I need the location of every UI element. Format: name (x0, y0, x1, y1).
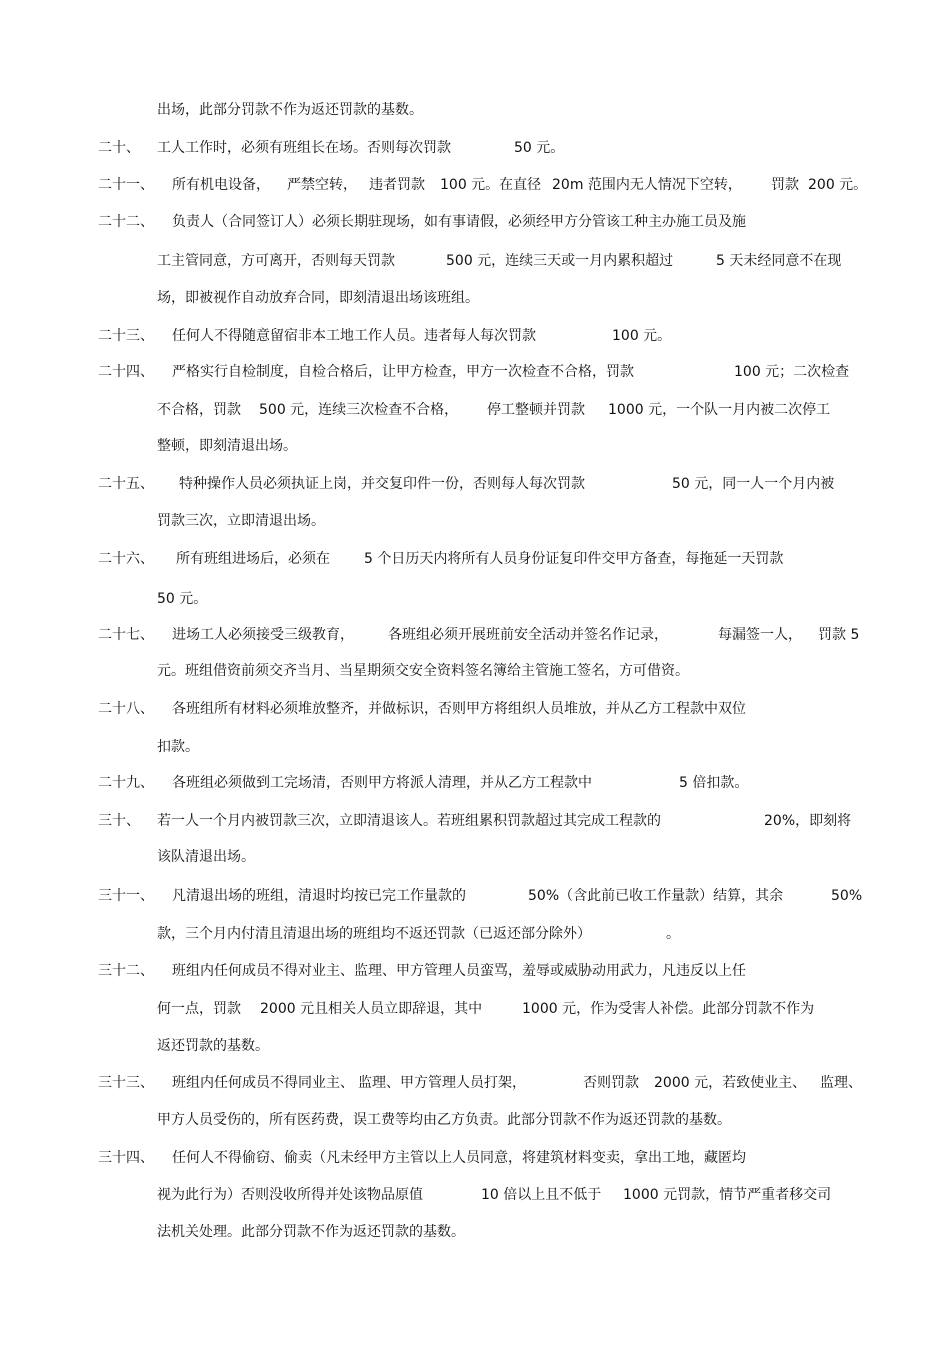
text-line: 200 元。 (808, 177, 868, 193)
text-line: 2000 元且相关人员立即辞退，其中 (260, 1001, 483, 1017)
text-line: 20%，即刻将 (764, 813, 852, 829)
text-line: 工人工作时，必须有班组长在场。否则每次罚款 (157, 140, 451, 156)
item-number: 二十一、 (98, 177, 154, 193)
item-number: 三十一、 (98, 888, 154, 904)
text-line: 5 倍扣款。 (679, 775, 749, 791)
item-number: 二十五、 (98, 476, 154, 492)
text-line: 若一人一个月内被罚款三次，立即清退该人。若班组累积罚款超过其完成工程款的 (157, 813, 661, 829)
text-line: 50 元。 (514, 140, 565, 156)
text-line: 50%（含此前已收工作量款）结算，其余 (528, 888, 784, 904)
item-number: 二十四、 (98, 364, 154, 380)
text-line: 各班组必须开展班前安全活动并签名作记录， (388, 627, 668, 643)
text-line: 任何人不得随意留宿非本工地工作人员。违者每人每次罚款 (172, 328, 536, 344)
text-line: 500 元，连续三天或一月内累积超过 (446, 253, 674, 269)
text-line: 负责人（合同签订人）必须长期驻现场，如有事请假，必须经甲方分管该工种主办施工员及施 (172, 214, 746, 230)
text-line: 5 个日历天内将所有人员身份证复印件交甲方备查，每拖延一天罚款 (364, 551, 784, 567)
text-line: 甲方人员受伤的，所有医药费，误工费等均由乙方负责。此部分罚款不作为返还罚款的基数。 (157, 1112, 731, 1128)
text-line: 各班组必须做到工完场清，否则甲方将派人清理，并从乙方工程款中 (172, 775, 592, 791)
text-line: 严禁空转， (287, 177, 357, 193)
text-line: 进场工人必须接受三级教育， (172, 627, 354, 643)
item-number: 二十七、 (98, 627, 154, 643)
text-line: 100 元。 (612, 328, 672, 344)
text-line: 视为此行为）否则没收所得并处该物品原值 (157, 1187, 423, 1203)
text-line: 。 (666, 926, 680, 942)
text-line: 否则罚款 (583, 1075, 639, 1091)
text-line: 10 倍以上且不低于 (481, 1187, 602, 1203)
text-line: 班组内任何成员不得同业主、 (172, 1075, 354, 1091)
text-line: 罚款 5 (818, 627, 860, 643)
text-line: 20m 范围内无人情况下空转， (552, 177, 742, 193)
text-line: 法机关处理。此部分罚款不作为返还罚款的基数。 (157, 1224, 465, 1240)
text-line: 5 天未经同意不在现 (716, 253, 842, 269)
text-line: 元。班组借资前须交齐当月、当星期须交安全资料签名簿给主管施工签名，方可借资。 (157, 663, 689, 679)
text-line: 罚款三次，立即清退出场。 (157, 513, 325, 529)
text-line: 100 元。在直径 (440, 177, 542, 193)
text-line: 所有机电设备， (172, 177, 270, 193)
text-line: 监理、 (820, 1075, 862, 1091)
item-number: 二十九、 (98, 775, 154, 791)
text-line: 特种操作人员必须执证上岗，并交复印件一份，否则每人每次罚款 (179, 476, 585, 492)
text-line: 任何人不得偷窃、偷卖（凡未经甲方主管以上人员同意，将建筑材料变卖，拿出工地，藏匿均 (172, 1150, 746, 1166)
text-line: 50 元。 (157, 591, 208, 607)
text-line: 停工整顿并罚款 (487, 402, 585, 418)
text-line: 违者罚款 (369, 177, 425, 193)
text-line: 100 元；二次检查 (734, 364, 850, 380)
text-line: 罚款 (771, 177, 799, 193)
item-number: 二十、 (98, 140, 140, 156)
text-line: 每漏签一人， (718, 627, 802, 643)
text-line: 何一点，罚款 (157, 1001, 241, 1017)
item-number: 二十三、 (98, 328, 154, 344)
text-line: 严格实行自检制度，自检合格后，让甲方检查，甲方一次检查不合格，罚款 (172, 364, 634, 380)
text-line: 50% (831, 888, 863, 904)
text-line: 工主管同意，方可离开，否则每天罚款 (157, 253, 395, 269)
item-number: 三十四、 (98, 1150, 154, 1166)
text-line: 1000 元，一个队一月内被二次停工 (608, 402, 831, 418)
text-line: 出场，此部分罚款不作为返还罚款的基数。 (157, 102, 423, 118)
item-number: 二十八、 (98, 701, 154, 717)
text-line: 班组内任何成员不得对业主、监理、甲方管理人员蛮骂，羞辱或威胁动用武力，凡违反以上任 (172, 963, 746, 979)
text-line: 所有班组进场后，必须在 (176, 551, 330, 567)
text-line: 2000 元，若致使业主、 (654, 1075, 807, 1091)
text-line: 凡清退出场的班组，清退时均按已完工作量款的 (172, 888, 466, 904)
text-line: 1000 元罚款，情节严重者移交司 (623, 1187, 832, 1203)
text-line: 50 元，同一人一个月内被 (672, 476, 835, 492)
item-number: 三十二、 (98, 963, 154, 979)
item-number: 二十六、 (98, 551, 154, 567)
text-line: 500 元，连续三次检查不合格， (259, 402, 459, 418)
text-line: 该队清退出场。 (157, 849, 255, 865)
text-line: 返还罚款的基数。 (157, 1038, 269, 1054)
item-number: 三十三、 (98, 1075, 154, 1091)
text-line: 整顿，即刻清退出场。 (157, 438, 297, 454)
item-number: 二十二、 (98, 214, 154, 230)
text-line: 款，三个月内付清且清退出场的班组均不返还罚款（已返还部分除外） (157, 926, 591, 942)
text-line: 不合格，罚款 (157, 402, 241, 418)
text-line: 各班组所有材料必须堆放整齐，并做标识，否则甲方将组织人员堆放，并从乙方工程款中双位 (172, 701, 746, 717)
text-line: 监理、甲方管理人员打架， (358, 1075, 526, 1091)
text-line: 扣款。 (157, 739, 199, 755)
item-number: 三十、 (98, 813, 140, 829)
text-line: 1000 元，作为受害人补偿。此部分罚款不作为 (522, 1001, 815, 1017)
text-line: 场，即被视作自动放弃合同，即刻清退出场该班组。 (157, 290, 479, 306)
